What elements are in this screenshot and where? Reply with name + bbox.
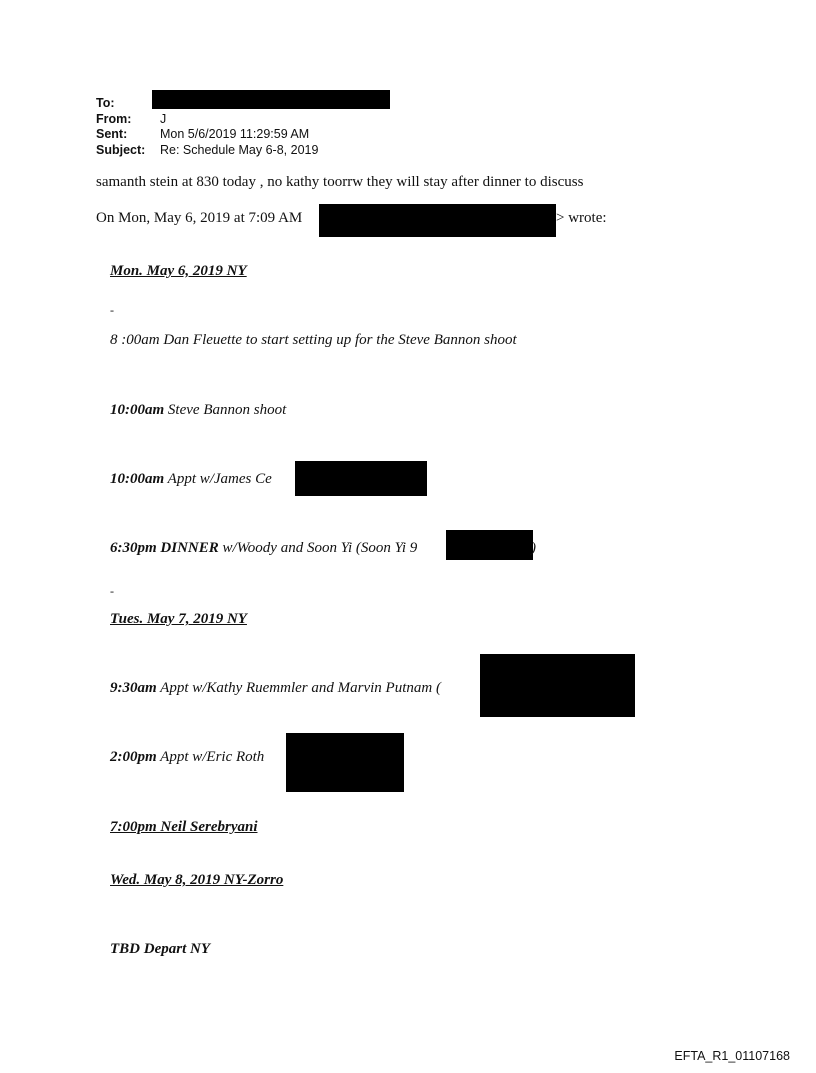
redaction-block-sender [319, 204, 556, 237]
quote-wrote: > wrote: [556, 210, 607, 226]
sent-value: Mon 5/6/2019 11:29:59 AM [160, 127, 310, 141]
from-label: From: [96, 112, 132, 126]
schedule-text: Appt w/James Ce [164, 471, 272, 487]
redaction-block [480, 654, 635, 717]
schedule-time: 9:30am [110, 680, 157, 696]
schedule-time: 2:00pm [110, 749, 157, 765]
schedule-item [110, 941, 210, 958]
day-heading-wed: Wed. May 8, 2019 NY-Zorro [110, 872, 284, 888]
schedule-time: 6:30pm DINNER [110, 540, 219, 556]
sent-row [96, 127, 496, 141]
separator-dash: - [110, 584, 114, 598]
day-heading-mon: Mon. May 6, 2019 NY [110, 263, 247, 279]
schedule-item [110, 680, 441, 697]
schedule-text: Appt w/Kathy Ruemmler and Marvin Putnam ( [156, 680, 441, 696]
redaction-block [286, 733, 404, 792]
schedule-text: w/Woody and Soon Yi (Soon Yi 9 [218, 540, 418, 556]
schedule-text: Steve Bannon shoot [164, 402, 287, 418]
schedule-item [110, 540, 417, 557]
reply-text: samanth stein at 830 today , no kathy toorrw they will stay after dinner to discuss [96, 174, 584, 190]
schedule-item [110, 402, 286, 419]
schedule-time: 10:00am [110, 471, 165, 487]
schedule-item [110, 471, 272, 488]
subject-label: Subject: [96, 143, 146, 157]
redaction-block [295, 461, 427, 496]
subject-value: Re: Schedule May 6-8, 2019 [160, 143, 319, 157]
sent-label: Sent: [96, 127, 128, 141]
document-id: EFTA_R1_01107168 [674, 1049, 790, 1063]
redaction-block-to [152, 90, 390, 109]
schedule-time: 10:00am [110, 402, 165, 418]
schedule-heading-neil: 7:00pm Neil Serebryani [110, 819, 258, 835]
schedule-item: 8 :00am Dan Fleuette to start setting up for the Steve Bannon shoot [110, 332, 517, 348]
schedule-item [110, 749, 264, 766]
schedule-text-tail: ) [531, 540, 536, 556]
quote-intro: On Mon, May 6, 2019 at 7:09 AM [96, 210, 303, 226]
redaction-block [446, 530, 533, 560]
from-value: J [160, 112, 167, 126]
separator-dash: - [110, 303, 114, 317]
subject-row [96, 143, 496, 157]
day-heading-tues: Tues. May 7, 2019 NY [110, 611, 247, 627]
to-label: To: [96, 96, 115, 110]
from-row [96, 112, 496, 126]
schedule-text: TBD Depart NY [110, 941, 210, 957]
schedule-text: Appt w/Eric Roth [156, 749, 265, 765]
